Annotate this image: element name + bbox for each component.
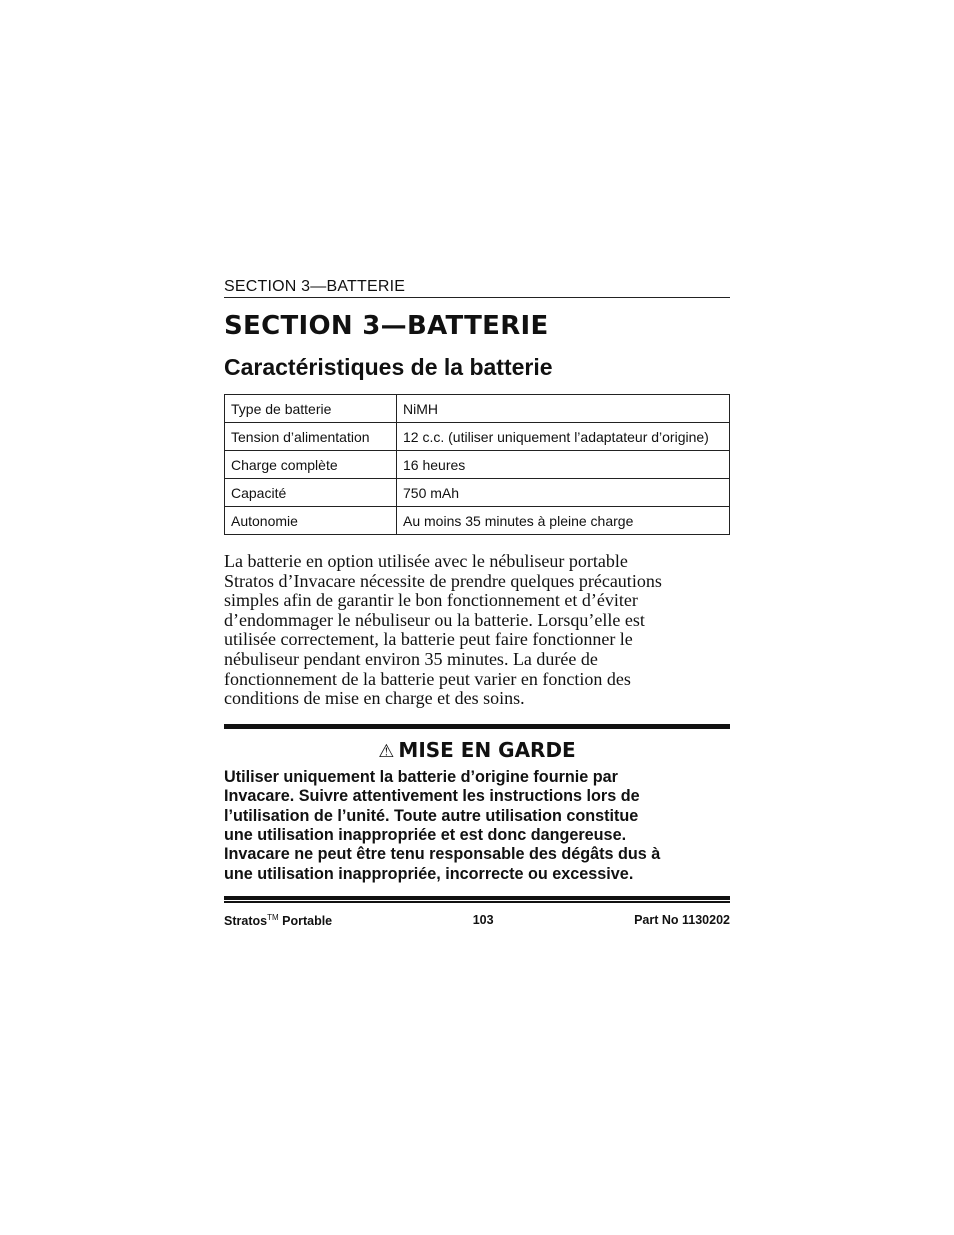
paragraph-line: simples afin de garantir le bon fonctionnement et d’éviter <box>224 590 638 611</box>
warning-line: Invacare. Suivre attentivement les instructions lors de <box>224 787 640 806</box>
part-number: Part No 1130202 <box>634 913 730 928</box>
warning-title <box>224 737 730 765</box>
product-suffix: Portable <box>278 914 333 929</box>
section-subtitle: Caractéristiques de la batterie <box>224 354 553 380</box>
spec-label: Autonomie <box>225 507 397 535</box>
section-title: SECTION 3—BATTERIE <box>224 311 549 341</box>
body-paragraph <box>224 552 730 709</box>
spec-value: Au moins 35 minutes à pleine charge <box>397 507 730 535</box>
paragraph-line: La batterie en option utilisée avec le nébuliseur portable <box>224 551 628 571</box>
spec-label: Type de batterie <box>225 395 397 423</box>
table-row <box>225 423 730 451</box>
footer-product <box>224 913 332 928</box>
spec-value: NiMH <box>397 395 730 423</box>
spec-label: Charge complète <box>225 451 397 479</box>
spec-value: 16 heures <box>397 451 730 479</box>
table-row <box>225 507 730 535</box>
warning-line: une utilisation inappropriée et est donc dangereuse. <box>224 825 627 844</box>
paragraph-line: Stratos d’Invacare nécessite de prendre quelques précautions <box>224 570 662 591</box>
paragraph-line: conditions de mise en charge et des soins. <box>224 688 525 709</box>
trademark-mark: TM <box>267 913 279 923</box>
warning-text <box>224 768 730 884</box>
page-footer <box>224 913 730 928</box>
warning-line: Invacare ne peut être tenu responsable des dégâts dus à <box>224 845 661 864</box>
paragraph-line: utilisée correctement, la batterie peut faire fonctionner le <box>224 629 633 650</box>
warning-line: Utiliser uniquement la batterie d’origine fournie par <box>224 767 618 786</box>
warning-line: une utilisation inappropriée, incorrecte ou excessive. <box>224 864 634 883</box>
table-row <box>225 479 730 507</box>
manual-page <box>224 277 730 928</box>
warning-title-text: MISE EN GARDE <box>398 737 576 762</box>
warning-bottom-rule <box>224 896 730 903</box>
battery-specs-table <box>224 394 730 535</box>
product-name: Stratos <box>224 914 268 929</box>
paragraph-line: d’endommager le nébuliseur ou la batterie. Lorsqu’elle est <box>224 609 645 630</box>
page-number: 103 <box>472 913 494 928</box>
warning-line: l’utilisation de l’unité. Toute autre utilisation constitue <box>224 806 639 825</box>
running-header: SECTION 3—BATTERIE <box>224 277 730 298</box>
spec-label: Tension d’alimentation <box>225 423 397 451</box>
warning-box <box>224 724 730 903</box>
table-row <box>225 451 730 479</box>
paragraph-line: nébuliseur pendant environ 35 minutes. La durée de <box>224 648 598 669</box>
spec-value: 12 c.c. (utiliser uniquement l’adaptateur d’origine) <box>397 423 730 451</box>
table-row <box>225 395 730 423</box>
warning-triangle-icon: ⚠ <box>378 740 395 762</box>
paragraph-line: fonctionnement de la batterie peut varier en fonction des <box>224 668 631 689</box>
spec-value: 750 mAh <box>397 479 730 507</box>
spec-label: Capacité <box>225 479 397 507</box>
